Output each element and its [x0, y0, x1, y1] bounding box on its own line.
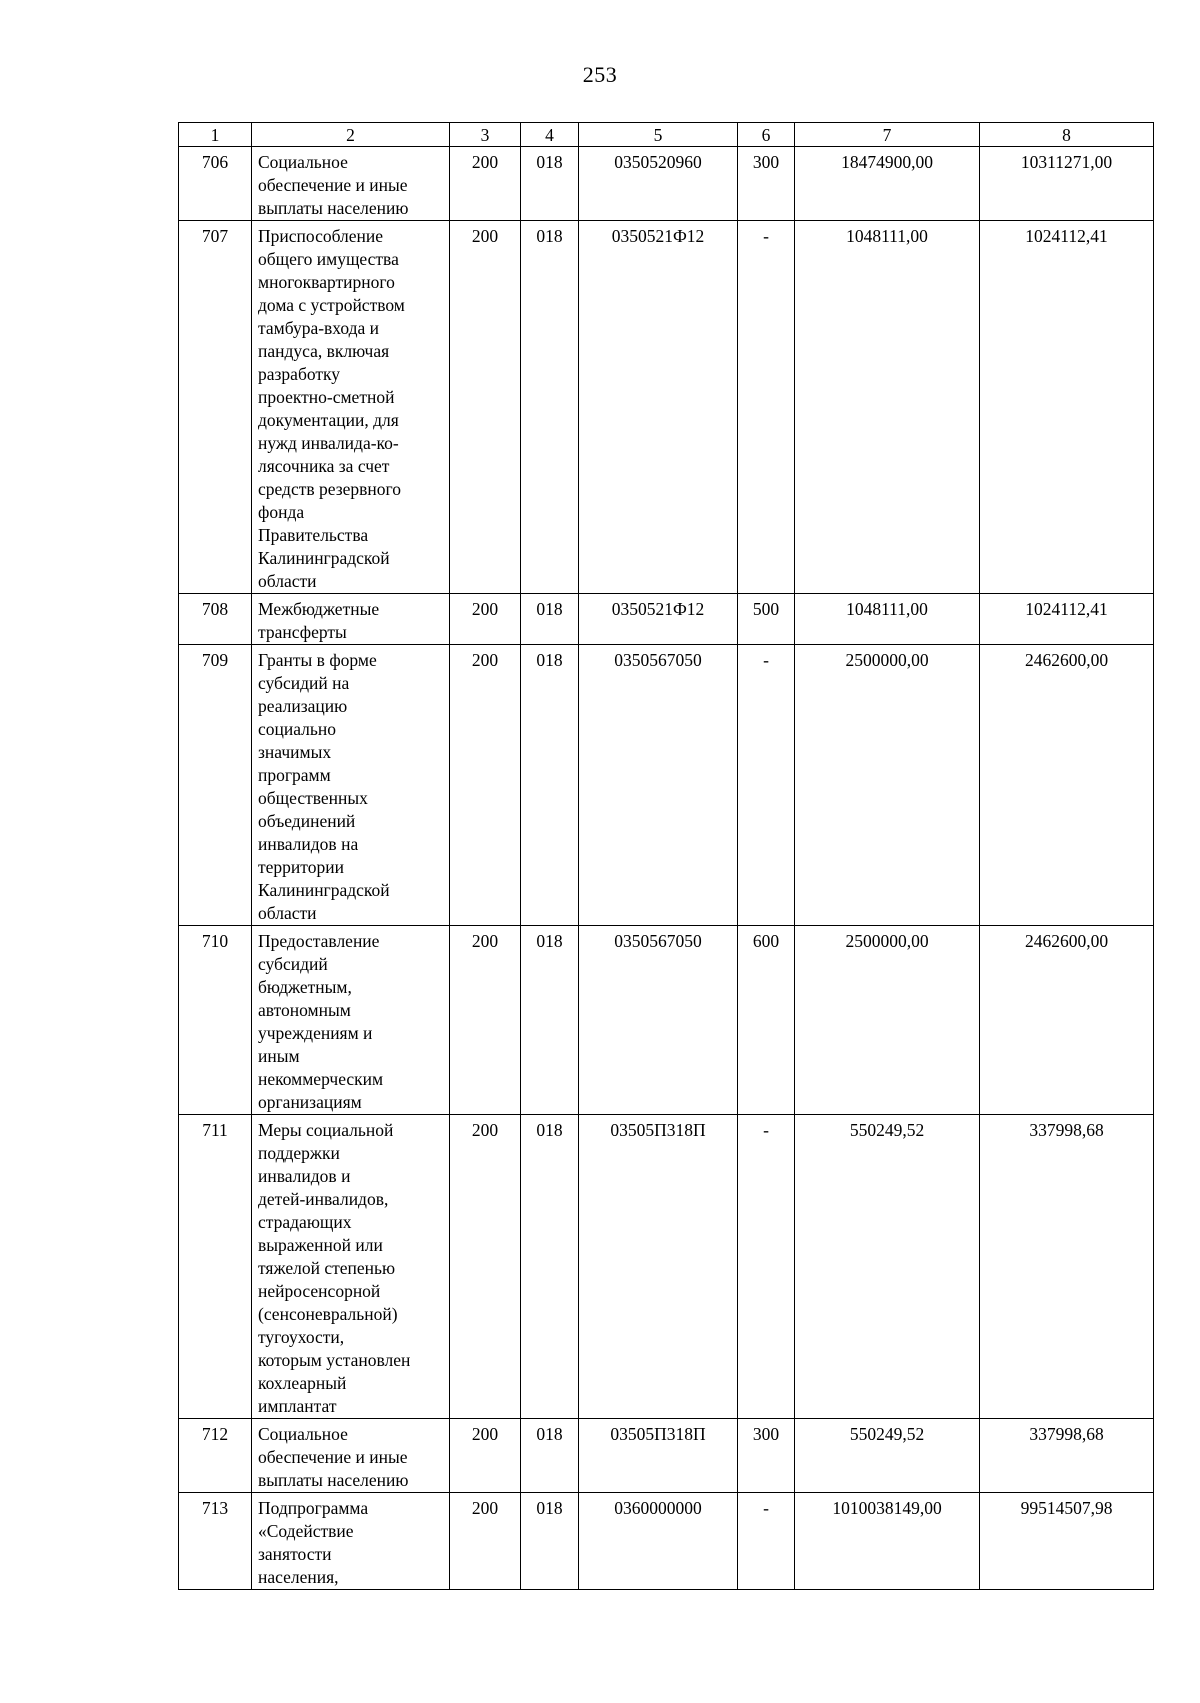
row-number: 713 — [179, 1493, 252, 1590]
row-name-line: субсидий — [258, 954, 328, 974]
row-name-line: «Содействие — [258, 1521, 354, 1541]
row-col-7: 2500000,00 — [795, 645, 980, 926]
row-name-line: Межбюджетные — [258, 599, 380, 619]
row-col-4: 018 — [521, 221, 579, 594]
row-name — [252, 1493, 450, 1590]
row-col-3: 200 — [450, 926, 521, 1115]
row-name-line: области — [258, 903, 317, 923]
row-name-line: населения, — [258, 1567, 339, 1587]
column-header-2: 2 — [252, 123, 450, 147]
column-header-8: 8 — [980, 123, 1154, 147]
row-name — [252, 594, 450, 645]
row-col-8: 99514507,98 — [980, 1493, 1154, 1590]
row-name-line: тяжелой степенью — [258, 1258, 396, 1278]
row-col-8: 1024112,41 — [980, 221, 1154, 594]
column-header-7: 7 — [795, 123, 980, 147]
row-col-5: 0350567050 — [579, 645, 738, 926]
row-col-4: 018 — [521, 1115, 579, 1419]
row-col-8: 10311271,00 — [980, 147, 1154, 221]
row-col-5: 0350521Ф12 — [579, 594, 738, 645]
row-name-line: выраженной или — [258, 1235, 383, 1255]
budget-table — [178, 122, 1154, 1590]
table-row — [179, 1419, 1154, 1493]
row-name — [252, 1419, 450, 1493]
row-name-line: Предоставление — [258, 931, 380, 951]
row-name — [252, 926, 450, 1115]
row-col-3: 200 — [450, 1493, 521, 1590]
row-name-line: трансферты — [258, 622, 347, 642]
row-col-6: - — [738, 645, 795, 926]
row-name-line: территории — [258, 857, 344, 877]
row-name-line: (сенсоневральной) — [258, 1304, 398, 1324]
row-col-4: 018 — [521, 594, 579, 645]
row-name-line: нужд инвалида-ко- — [258, 433, 399, 453]
row-number: 709 — [179, 645, 252, 926]
row-name-line: кохлеарный — [258, 1373, 347, 1393]
row-name-line: обеспечение и иные — [258, 1447, 408, 1467]
column-header-6: 6 — [738, 123, 795, 147]
row-col-5: 0350521Ф12 — [579, 221, 738, 594]
row-name-line: общего имущества — [258, 249, 399, 269]
row-col-8: 337998,68 — [980, 1419, 1154, 1493]
row-col-8: 1024112,41 — [980, 594, 1154, 645]
row-name-line: Гранты в форме — [258, 650, 377, 670]
row-col-5: 0350520960 — [579, 147, 738, 221]
row-col-5: 03505П318П — [579, 1115, 738, 1419]
table-row — [179, 147, 1154, 221]
row-name-line: Правительства — [258, 525, 369, 545]
table-row — [179, 221, 1154, 594]
row-col-7: 1010038149,00 — [795, 1493, 980, 1590]
row-col-6: 300 — [738, 1419, 795, 1493]
row-name — [252, 1115, 450, 1419]
row-col-4: 018 — [521, 1419, 579, 1493]
row-name-line: Социальное — [258, 1424, 348, 1444]
row-name-line: имплантат — [258, 1396, 337, 1416]
row-name-line: детей-инвалидов, — [258, 1189, 389, 1209]
row-name-line: фонда — [258, 502, 305, 522]
table-body — [179, 147, 1154, 1590]
row-name — [252, 645, 450, 926]
row-col-7: 2500000,00 — [795, 926, 980, 1115]
row-name-line: общественных — [258, 788, 368, 808]
row-name-line: Приспособление — [258, 226, 384, 246]
row-number: 711 — [179, 1115, 252, 1419]
row-col-6: 500 — [738, 594, 795, 645]
row-name-line: социально — [258, 719, 336, 739]
row-name-line: дома с устройством — [258, 295, 405, 315]
row-col-8: 2462600,00 — [980, 926, 1154, 1115]
row-col-6: - — [738, 221, 795, 594]
row-col-3: 200 — [450, 645, 521, 926]
row-col-6: 600 — [738, 926, 795, 1115]
table-row — [179, 1493, 1154, 1590]
row-name-line: субсидий на — [258, 673, 350, 693]
header-row — [179, 123, 1154, 147]
row-name-line: Калининградской — [258, 548, 390, 568]
row-col-8: 337998,68 — [980, 1115, 1154, 1419]
row-name-line: разработку — [258, 364, 341, 384]
row-name-line: проектно-сметной — [258, 387, 395, 407]
row-name-line: бюджетным, — [258, 977, 352, 997]
row-col-3: 200 — [450, 594, 521, 645]
row-name-line: документации, для — [258, 410, 399, 430]
row-name-line: обеспечение и иные — [258, 175, 408, 195]
row-name — [252, 147, 450, 221]
row-col-4: 018 — [521, 1493, 579, 1590]
column-header-5: 5 — [579, 123, 738, 147]
row-name-line: иным — [258, 1046, 300, 1066]
row-name-line: выплаты населению — [258, 1470, 409, 1490]
row-name-line: поддержки — [258, 1143, 340, 1163]
row-number: 706 — [179, 147, 252, 221]
row-name-line: реализацию — [258, 696, 348, 716]
row-col-4: 018 — [521, 926, 579, 1115]
table-row — [179, 1115, 1154, 1419]
row-name-line: лясочника за счет — [258, 456, 390, 476]
row-name-line: Социальное — [258, 152, 348, 172]
row-col-4: 018 — [521, 147, 579, 221]
row-name-line: Меры социальной — [258, 1120, 394, 1140]
row-name-line: тамбура-входа и — [258, 318, 380, 338]
row-number: 707 — [179, 221, 252, 594]
row-name-line: Подпрограмма — [258, 1498, 369, 1518]
column-header-1: 1 — [179, 123, 252, 147]
row-name-line: автономным — [258, 1000, 351, 1020]
row-col-6: 300 — [738, 147, 795, 221]
row-col-5: 0350567050 — [579, 926, 738, 1115]
table-row — [179, 645, 1154, 926]
column-header-4: 4 — [521, 123, 579, 147]
row-name-line: программ — [258, 765, 331, 785]
row-name-line: выплаты населению — [258, 198, 409, 218]
row-name — [252, 221, 450, 594]
row-col-7: 550249,52 — [795, 1419, 980, 1493]
row-name-line: которым установлен — [258, 1350, 411, 1370]
row-col-7: 550249,52 — [795, 1115, 980, 1419]
row-name-line: средств резервного — [258, 479, 402, 499]
row-name-line: значимых — [258, 742, 332, 762]
row-number: 710 — [179, 926, 252, 1115]
row-name-line: тугоухости, — [258, 1327, 345, 1347]
row-name-line: инвалидов на — [258, 834, 359, 854]
row-name-line: многоквартирного — [258, 272, 395, 292]
row-name-line: инвалидов и — [258, 1166, 351, 1186]
row-name-line: страдающих — [258, 1212, 352, 1232]
table-row — [179, 926, 1154, 1115]
row-name-line: пандуса, включая — [258, 341, 390, 361]
row-name-line: некоммерческим — [258, 1069, 384, 1089]
table-row — [179, 594, 1154, 645]
row-col-3: 200 — [450, 1115, 521, 1419]
row-name-line: организациям — [258, 1092, 362, 1112]
row-col-5: 0360000000 — [579, 1493, 738, 1590]
row-col-4: 018 — [521, 645, 579, 926]
row-col-7: 18474900,00 — [795, 147, 980, 221]
row-col-7: 1048111,00 — [795, 221, 980, 594]
row-name-line: Калининградской — [258, 880, 390, 900]
table-header — [179, 123, 1154, 147]
row-col-8: 2462600,00 — [980, 645, 1154, 926]
row-name-line: учреждениям и — [258, 1023, 373, 1043]
row-col-6: - — [738, 1493, 795, 1590]
row-col-3: 200 — [450, 1419, 521, 1493]
page-number: 253 — [582, 62, 618, 87]
row-name-line: объединений — [258, 811, 356, 831]
row-col-7: 1048111,00 — [795, 594, 980, 645]
row-number: 708 — [179, 594, 252, 645]
row-name-line: занятости — [258, 1544, 332, 1564]
row-col-3: 200 — [450, 147, 521, 221]
row-name-line: области — [258, 571, 317, 591]
row-number: 712 — [179, 1419, 252, 1493]
row-name-line: нейросенсорной — [258, 1281, 381, 1301]
row-col-3: 200 — [450, 221, 521, 594]
row-col-6: - — [738, 1115, 795, 1419]
column-header-3: 3 — [450, 123, 521, 147]
row-col-5: 03505П318П — [579, 1419, 738, 1493]
